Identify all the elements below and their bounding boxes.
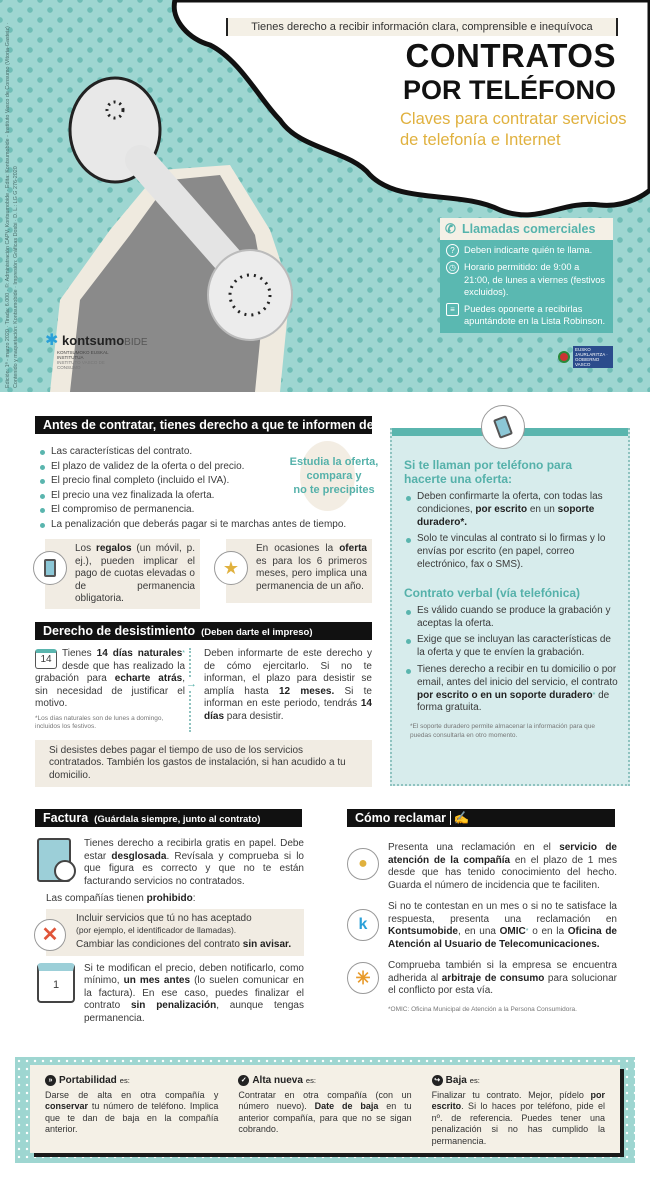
fast-forward-icon: » <box>45 1075 56 1086</box>
claim-step-1 <box>388 842 617 892</box>
text-bold: regalos <box>95 543 132 554</box>
withdrawal-content <box>35 648 372 787</box>
list-item: Es válido cuando se produce la grabación y aceptas la oferta. <box>404 605 618 631</box>
logo-brand: kontsumo <box>62 333 125 348</box>
commercial-calls-header <box>440 218 613 240</box>
forbidden-item <box>76 939 300 952</box>
text: Las compañías tienen <box>46 893 147 904</box>
definitions-box <box>30 1065 620 1153</box>
text-bold: oferta <box>339 543 367 554</box>
text: Tienes derecho a recibir en tu domicilio o por email, antes del inicio del servicio, el contrato <box>417 663 618 688</box>
definition-title: Portabilidad <box>59 1075 117 1086</box>
hero-banner <box>0 0 650 392</box>
withdrawal-left-column <box>35 648 185 732</box>
invoice-row <box>37 838 304 888</box>
text: Si te informan en este periodo, tendrás <box>204 685 372 709</box>
gifts-box <box>45 539 200 609</box>
withdrawal-right-text <box>204 648 372 732</box>
phone-mouthpiece <box>208 250 292 340</box>
title-line-2: POR TELÉFONO <box>402 75 616 105</box>
asterisk: * <box>592 691 596 699</box>
writing-hand-icon: ✍ <box>450 811 470 825</box>
calls-item-text: Horario permitido: de 9:00 a 21:00, de lunes a viernes (festivos excluidos). <box>464 262 606 297</box>
text-bold: *. <box>460 516 468 528</box>
text: Tienes derecho a recibirla gratis en papel. Debe estar <box>84 838 304 862</box>
text: para desistir. <box>224 710 284 722</box>
list-item: Solo te vinculas al contrato si lo firmas y lo envías por escrito (en papel, correo electrónico, fax o SMS). <box>404 533 618 571</box>
price-change-row <box>37 963 304 1026</box>
calls-item <box>440 299 613 328</box>
text-bold: 12 meses. <box>278 685 335 697</box>
text: en un <box>527 503 558 515</box>
gov-logo-text: EUSKO JAURLARITZA · GOBIERNO VASCO <box>573 346 613 368</box>
list-item <box>404 664 618 715</box>
phone-offer-panel <box>390 428 630 786</box>
arrow-out-icon: ↪ <box>432 1075 443 1086</box>
section-header-claim <box>347 809 615 827</box>
panel-footnote: *El soporte duradero permite almacenar la información para que puedas consultarla en otro momento. <box>410 723 595 739</box>
calls-item-text: Deben indicarte quién te llama. <box>464 245 593 255</box>
person-icon: ● <box>347 848 379 880</box>
text-bold: Oficina de Atención al Usuario de Telecomunicaciones. <box>388 926 617 950</box>
tagline: Tienes derecho a recibir información clara, comprensible e inequívoca <box>226 18 618 36</box>
asterisk: * <box>525 928 529 935</box>
basque-government-logo <box>558 346 613 368</box>
section-header-invoice <box>35 809 302 827</box>
text: . Si lo haces por teléfono, pide el nº. de referencia. Puedes tener una penalización si no has cumplido la permanencia. <box>431 1101 605 1146</box>
claim-row <box>347 901 617 951</box>
title-line-1: CONTRATOS <box>405 37 616 74</box>
price-change-text <box>84 963 304 1026</box>
text-bold: Date de baja <box>314 1101 379 1111</box>
list-item <box>404 491 618 529</box>
section-title: Factura <box>43 811 89 825</box>
advice-line: compara y <box>306 470 362 482</box>
definition-suffix: es: <box>305 1076 316 1085</box>
advice-line: Estudia la oferta, <box>289 456 379 468</box>
offer-box <box>226 539 372 603</box>
text-bold: un mes antes <box>123 975 191 986</box>
text: en el plazo de 1 mes desde que has tenido conocimiento del hecho. Guarda el número de incidencia que te faciliten. <box>388 854 617 891</box>
text-bold: Kontsumobide <box>388 926 458 937</box>
text-bold: por escrito o en un soporte duradero <box>417 689 593 701</box>
definition-cancellation <box>431 1075 605 1146</box>
text: Si no te contestan en un mes o si no te satisface la respuesta, presenta una reclamación en <box>388 901 617 925</box>
commercial-calls-box <box>440 218 613 333</box>
list-item: El plazo de validez de la oferta o del precio. <box>38 460 378 475</box>
text-bold: 14 días naturales <box>96 648 183 659</box>
subtitle-line-2: de telefonía e Internet <box>400 131 561 149</box>
text: (un móvil, p. ej.), pueden implicar el pago de cuotas elevadas o de permanencia obligatoria. <box>75 543 195 604</box>
check-icon: ✓ <box>238 1075 249 1086</box>
forbidden-item: Incluir servicios que tú no has aceptado <box>76 912 252 924</box>
list-item: Las características del contrato. <box>38 445 378 460</box>
text: Los <box>75 543 96 554</box>
text-bold: por escrito <box>475 503 528 515</box>
invoice-text <box>84 838 304 888</box>
kontsumobide-logo <box>45 330 165 370</box>
claim-step-3 <box>388 960 617 998</box>
section-note: (Guárdala siempre, junto al contrato) <box>94 814 261 825</box>
advice-line: no te precipites <box>293 484 375 496</box>
text-bold: conservar <box>45 1101 89 1111</box>
calls-item <box>440 240 613 257</box>
text: Finalizar tu contrato. Mejor, pídelo <box>431 1089 591 1100</box>
claim-row <box>347 842 617 892</box>
text: , en una <box>458 926 500 937</box>
list-item: La penalización que deberás pagar si te marchas antes de tiempo. <box>38 518 378 533</box>
text-bold: arbitraje de consumo <box>441 972 545 984</box>
panel-list-verbal <box>404 605 618 715</box>
question-icon: ? <box>446 244 459 257</box>
star-icon: ★ <box>214 551 248 585</box>
panel-subtitle: Contrato verbal (vía telefónica) <box>404 585 581 600</box>
section-title: Derecho de desistimiento <box>43 624 196 638</box>
text: en tu anterior compañía, para que no se sigan cobrando. <box>238 1101 412 1134</box>
section-note: (Deben darte el impreso) <box>201 627 313 638</box>
withdrawal-cost-box: Si desistes debes pagar el tiempo de uso de los servicios contratados. También los gastos de instalación, si han acudido a tu domicilio. <box>35 740 372 788</box>
section-header-before: Antes de contratar, tienes derecho a que te informen de: <box>35 416 372 434</box>
list-item: El compromiso de permanencia. <box>38 503 378 518</box>
text: Tienes <box>62 648 97 659</box>
calls-item <box>440 257 613 299</box>
text-bold: prohibido <box>146 893 193 904</box>
definitions-band <box>15 1057 635 1163</box>
logo-subtitle-2: INSTITUTO VASCO DE CONSUMO <box>57 360 105 370</box>
text: de forma gratuita. <box>417 689 610 714</box>
text-bold: servicio de atención de la compañía <box>388 842 617 866</box>
commercial-calls-title: Llamadas comerciales <box>462 222 596 236</box>
arrow-right-icon: → <box>186 678 197 690</box>
text-bold: por escrito <box>431 1089 605 1111</box>
claim-step-2 <box>388 901 617 951</box>
calendar-icon: 1 <box>37 963 75 1003</box>
coat-of-arms-icon <box>558 351 570 363</box>
phone-icon: ✆ <box>445 221 456 236</box>
text: Comprueba también si la empresa se encuentra adherida al <box>388 960 617 984</box>
definition-title: Baja <box>445 1075 467 1086</box>
kontsumobide-mark-icon: ✱ <box>45 332 59 349</box>
withdrawal-left-text <box>35 648 185 711</box>
prohibited-label <box>46 893 304 906</box>
credits: Edición: 1ª - marzo 2020 · Tirada: 6.000 · ©: Administración CAPV, Kontsumobide · Edita: Kontsumobide - Instituto Vasco de Consumo (Vitoria-Gasteiz) · Contenido y maquetación: Kontsumobide · Impresión: Gráficas Dosbi · D. L.: LG G 276-2020 <box>5 22 19 388</box>
asterisk: * <box>182 650 186 657</box>
definition-portability <box>45 1075 218 1143</box>
subtitle <box>400 109 625 151</box>
text: En ocasiones la <box>256 543 340 554</box>
vibrating-phone-icon <box>481 405 525 449</box>
smartphone-icon <box>33 551 67 585</box>
calls-item-text: Puedes oponerte a recibirlas apuntándote en la Lista Robinson. <box>464 303 606 326</box>
clock-icon: ◷ <box>446 261 459 274</box>
definition-suffix: es: <box>119 1076 130 1085</box>
text: Contratar en otra compañía (con un número nuevo). <box>238 1089 412 1111</box>
withdrawal-footnote: *Los días naturales son de lunes a domingo, incluidos los festivos. <box>35 714 164 730</box>
section-header-withdrawal <box>35 622 372 640</box>
invoice-content <box>37 838 304 1025</box>
text: tu número de teléfono. Implica que te dan de baja en la compañía anterior. <box>45 1101 219 1134</box>
list-item: Exige que se incluyan las características de la oferta y que te envíen la grabación. <box>404 634 618 660</box>
panel-list <box>404 491 618 572</box>
logo-subtitle-1: KONTSUMOKO EUSKAL INSTITUTUA <box>57 350 109 360</box>
text: , sin necesidad de justificar el motivo. <box>35 673 185 709</box>
text: desde que has realizado la grabación para <box>35 660 185 684</box>
text-bold: soporte duradero <box>417 503 595 528</box>
text: Cambiar las condiciones del contrato <box>76 939 243 950</box>
text-bold: echarte atrás <box>114 673 183 684</box>
document-icon: ≡ <box>446 303 459 316</box>
withdrawal-divider <box>185 648 204 732</box>
text: Deben informarte de este derecho y de cómo ejercitarlo. Si no te informan, el plazo para desistir se amplía hasta <box>204 648 372 697</box>
arbitration-icon: ✳ <box>347 962 379 994</box>
text-bold: desglosada <box>111 850 167 862</box>
text-bold: 14 días <box>204 698 372 722</box>
logo-brand-suffix: BIDE <box>124 337 148 348</box>
invoice-search-icon <box>37 838 71 882</box>
text: para solucionar el conflicto por esta vía. <box>388 972 618 996</box>
section-title: Cómo reclamar <box>355 811 447 825</box>
text: . Revísala y comprueba si lo que figura es correcto y que no te están facturando servicios no contratados. <box>84 850 304 887</box>
omic-footnote: *OMIC: Oficina Municipal de Atención a la Persona Consumidora. <box>388 1005 577 1013</box>
subtitle-line-1: Claves para contratar servicios <box>400 110 627 128</box>
text: o en la <box>528 926 568 937</box>
text: Darse de alta en otra compañía y <box>45 1089 219 1100</box>
text-bold: sin avisar. <box>242 939 292 950</box>
text: Presenta una reclamación en el <box>388 842 560 853</box>
definition-title: Alta nueva <box>252 1075 303 1086</box>
text-bold: sin penalización <box>130 1000 217 1011</box>
calendar-icon: 14 <box>35 649 57 669</box>
text: Deben confirmarte la oferta, con todas las condiciones, <box>417 491 603 515</box>
panel-title: Si te llaman por teléfono para hacerte una oferta: <box>404 458 573 486</box>
prohibited-box <box>46 909 304 956</box>
definition-new-line <box>238 1075 411 1143</box>
withdrawal-columns <box>35 648 372 732</box>
text: es para los 6 primeros meses, pero implica una permanencia de un año. <box>256 555 367 592</box>
kontsumobide-icon: k <box>347 909 379 941</box>
list-item: El precio final completo (incluido el IVA). <box>38 474 378 489</box>
list-item: El precio una vez finalizada la oferta. <box>38 489 378 504</box>
claim-content <box>347 842 617 1014</box>
text: (lo suelen comunicar en la factura). En ese caso, puedes finalizar el contrato <box>84 975 304 1011</box>
text: , aunque tengas permanencia. <box>84 1000 304 1024</box>
cross-icon: ✕ <box>34 919 66 951</box>
text-bold: OMIC <box>499 926 526 937</box>
definition-suffix: es: <box>469 1076 480 1085</box>
text: : <box>192 893 196 904</box>
text: Si te modifican el precio, deben notificarlo, como mínimo, <box>84 962 304 986</box>
claim-row <box>347 960 617 998</box>
prohibited-wrap <box>37 909 304 956</box>
forbidden-example: (por ejemplo, el identificador de llamadas). <box>76 925 237 935</box>
advice-text <box>282 455 386 497</box>
